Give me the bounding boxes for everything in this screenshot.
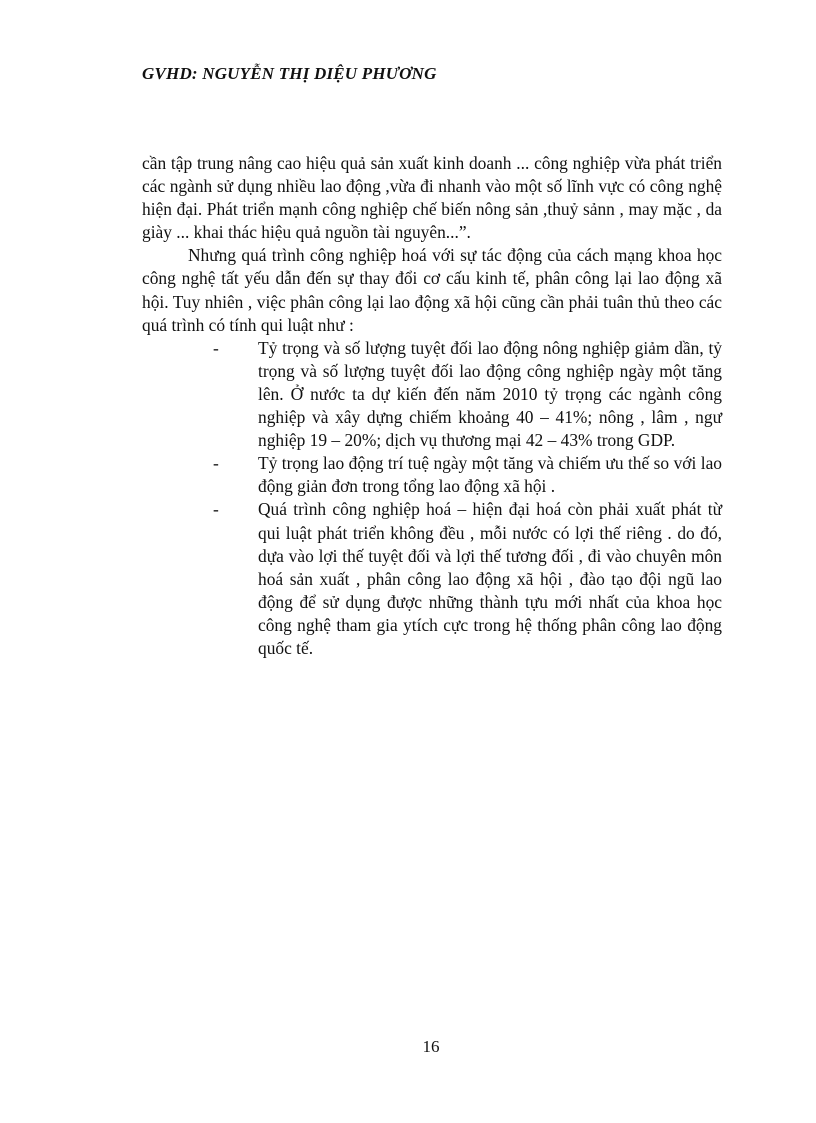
bullet-text: Tỷ trọng lao động trí tuệ ngày một tăng và chiếm ưu thế so với lao động giản đơn trong tổng lao động xã hội . (258, 453, 722, 497)
dash-marker: - (213, 499, 219, 520)
bullet-item-modernization (142, 498, 722, 660)
bullet-text: Quá trình công nghiệp hoá – hiện đại hoá còn phải xuất phát từ qui luật phát triển không đều , mỗi nước có lợi thế riêng . do đó, dựa vào lợi thế tuyệt đối và lợi thế tương đối , đi vào chuyên môn hoá sản xuất , phân công lao động xã hội , đào tạo đội ngũ lao động để sử dụng được những thành tựu mới nhất của khoa học công nghệ tham gia ytích cực trong hệ thống phân công lao động quốc tế. (258, 499, 722, 658)
bullet-list (142, 337, 722, 660)
dash-marker: - (213, 337, 219, 358)
document-body (142, 152, 722, 660)
dash-marker: - (213, 453, 219, 474)
bullet-text: Tỷ trọng và số lượng tuyệt đối lao động nông nghiệp giảm dần, tỷ trọng và số lượng tuyệt đối lao động công nghiệp ngày một tăng lên. Ở nước ta dự kiến đến năm 2010 tỷ trọng các ngành công nghiệp và xây dựng chiếm khoảng 40 – 41%; nông , lâm , ngư nghiệp 19 – 20%; dịch vụ thương mại 42 – 43% trong GDP. (258, 337, 722, 451)
page-header: GVHD: NGUYỄN THỊ DIỆU PHƯƠNG (142, 64, 437, 83)
paragraph-continuation: cần tập trung nâng cao hiệu quả sản xuất kinh doanh ... công nghiệp vừa phát triển các ngành sử dụng nhiều lao động ,vừa đi nhanh vào một số lĩnh vực có công nghệ hiện đại. Phát triển mạnh công nghiệp chế biến nông sản ,thuỷ sảnn , may mặc , da giày ... khai thác hiệu quả nguồn tài nguyên...”. (142, 153, 722, 243)
page-number: 16 (422, 1037, 440, 1056)
bullet-item-labor-share (142, 337, 722, 452)
bullet-item-intellectual-labor (142, 452, 722, 498)
paragraph-industrialization: Nhưng quá trình công nghiệp hoá với sự tác động của cách mạng khoa học công nghệ tất yếu dẫn đến sự thay đổi cơ cấu kinh tế, phân công lại lao động xã hội. Tuy nhiên , việc phân công lại lao động xã hội cũng cần phải tuân thủ theo các quá trình có tính qui luật như : (142, 245, 722, 335)
